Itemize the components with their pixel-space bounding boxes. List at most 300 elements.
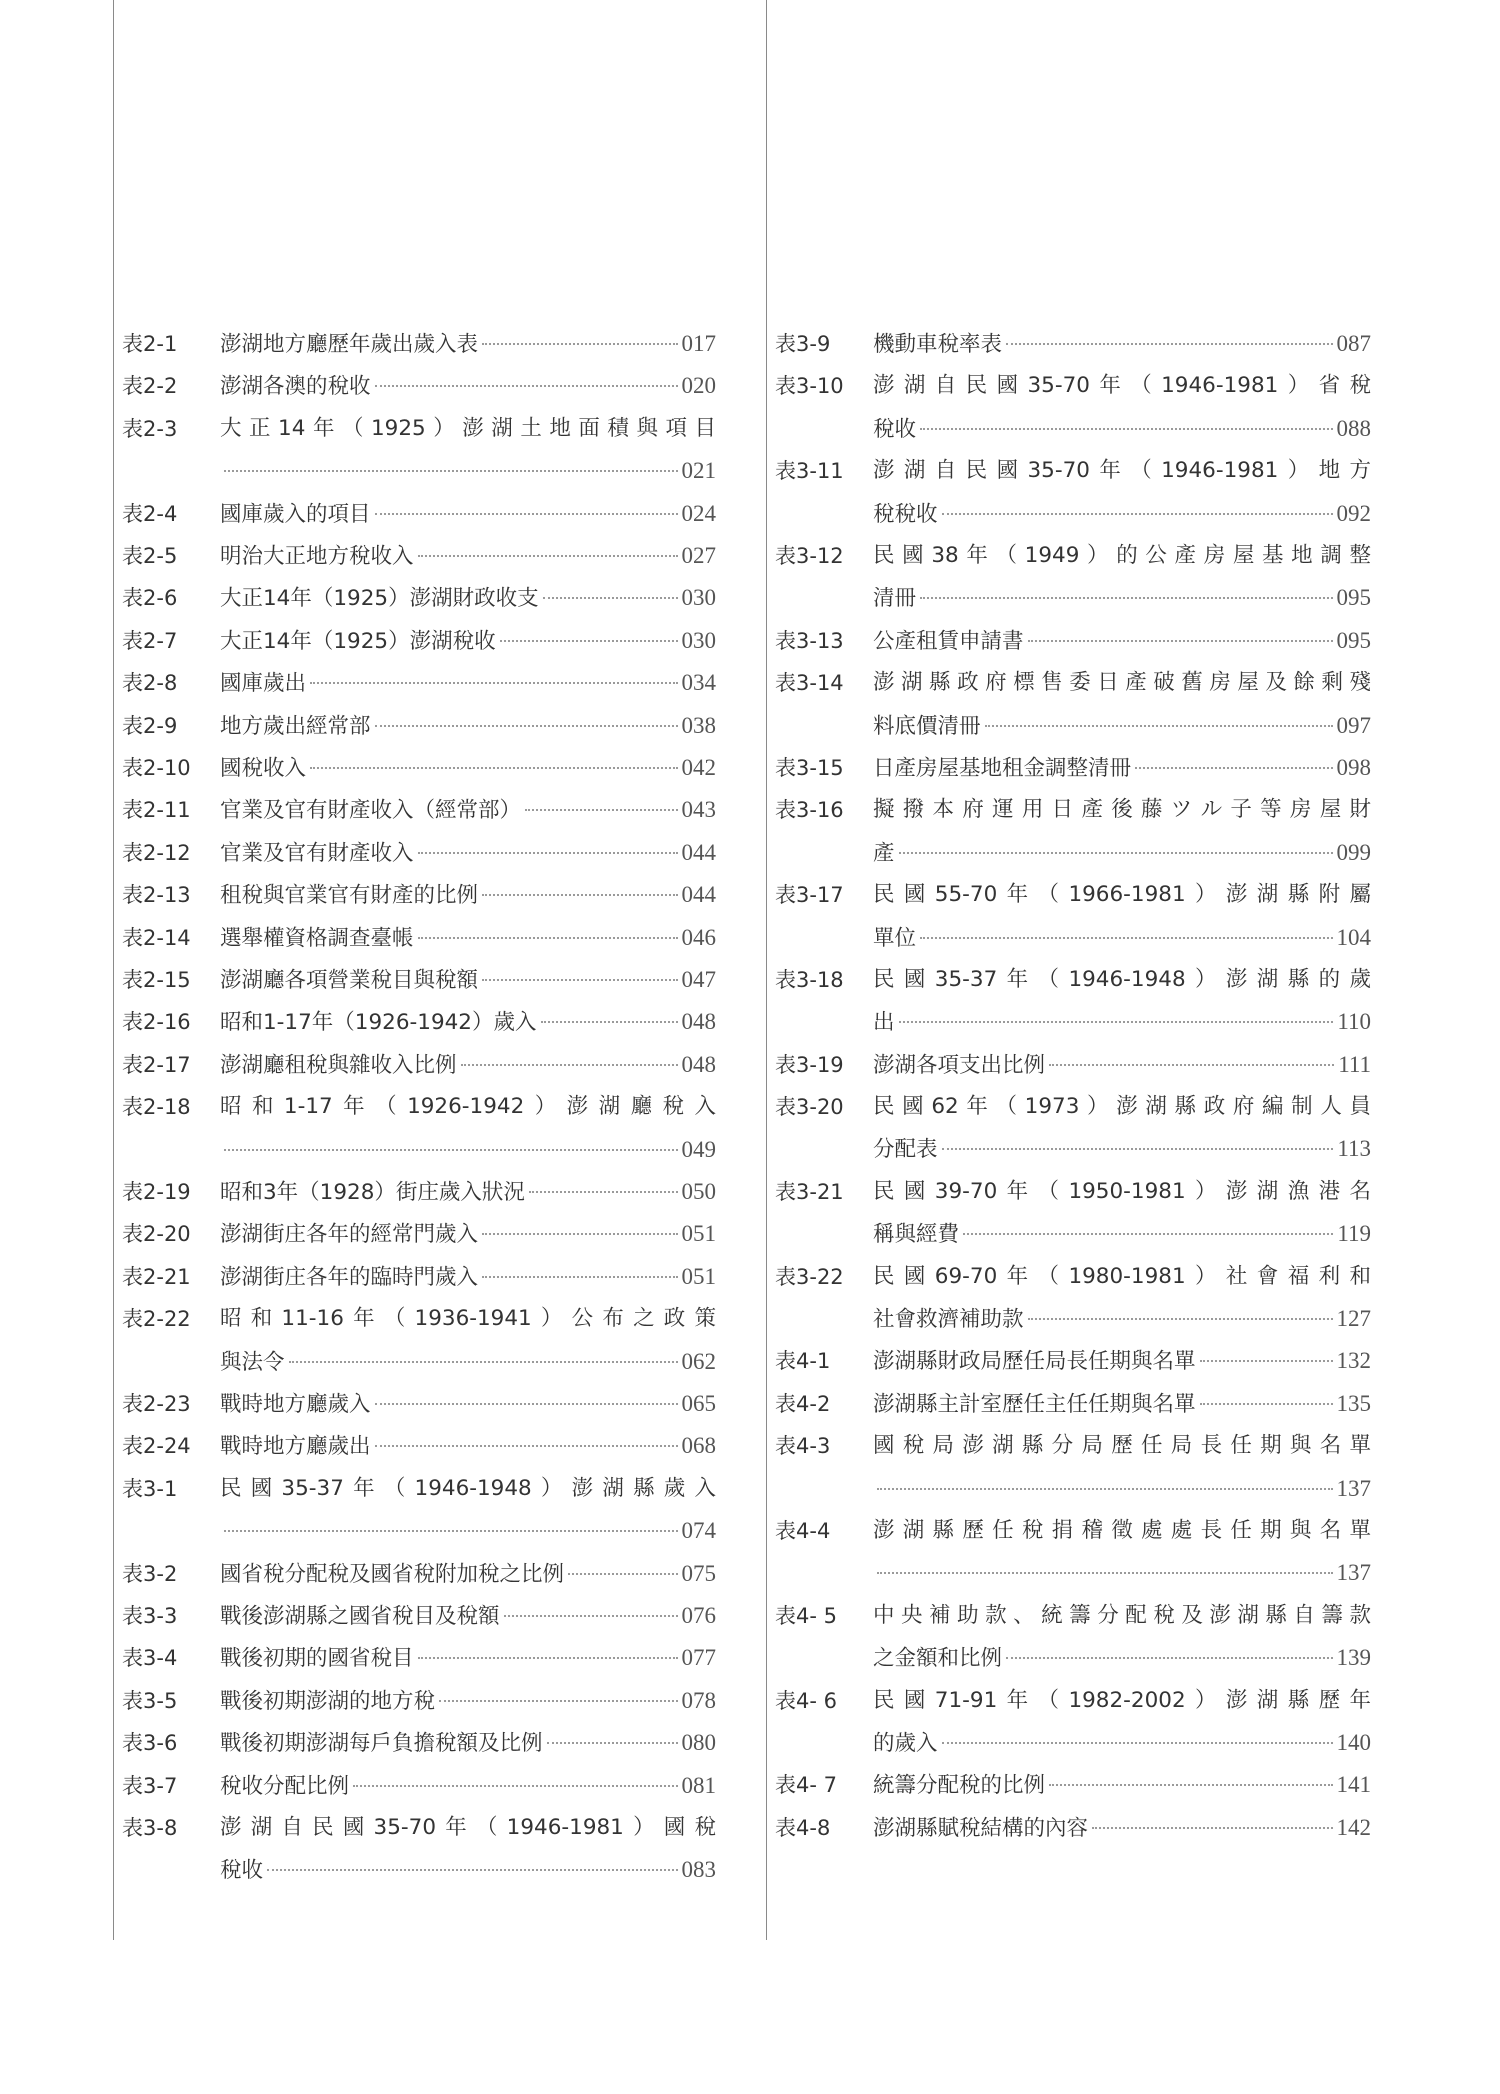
page-number[interactable]: 049 bbox=[681, 1136, 716, 1162]
page-number[interactable]: 080 bbox=[681, 1730, 716, 1756]
page-number[interactable]: 051 bbox=[681, 1263, 716, 1289]
entry-title-line bbox=[220, 832, 716, 874]
entry-body bbox=[220, 493, 716, 535]
toc-entry[interactable] bbox=[122, 1425, 716, 1467]
page-number[interactable]: 137 bbox=[1336, 1475, 1371, 1501]
toc-entry[interactable] bbox=[775, 365, 1371, 450]
page-number[interactable]: 068 bbox=[681, 1433, 716, 1459]
leader-dots bbox=[224, 1149, 678, 1151]
table-number: 表2-18 bbox=[122, 1095, 191, 1120]
page-number[interactable]: 104 bbox=[1336, 924, 1371, 950]
entry-title-line bbox=[220, 323, 716, 365]
toc-entry[interactable] bbox=[122, 1595, 716, 1637]
entry-title: 官業及官有財產收入 bbox=[220, 840, 414, 866]
leader-dots bbox=[877, 1488, 1333, 1490]
entry-title-line bbox=[220, 1001, 716, 1043]
entry-title: 國庫歲入的項目 bbox=[220, 501, 371, 527]
page-number[interactable]: 024 bbox=[681, 500, 716, 526]
toc-entry[interactable] bbox=[775, 1383, 1371, 1425]
page-number[interactable]: 127 bbox=[1336, 1306, 1371, 1332]
toc-entry[interactable] bbox=[122, 1086, 716, 1171]
page-number[interactable]: 077 bbox=[681, 1645, 716, 1671]
page-number[interactable]: 110 bbox=[1337, 1009, 1371, 1035]
entry-title: 澎湖自民國35-70年（1946-1981）地方 bbox=[873, 458, 1371, 484]
table-number: 表4- 6 bbox=[775, 1688, 837, 1713]
entry-title: 公產租賃申請書 bbox=[873, 628, 1024, 654]
leader-dots bbox=[375, 385, 678, 387]
entry-title: 分配表 bbox=[873, 1137, 938, 1163]
page-number[interactable]: 034 bbox=[681, 670, 716, 696]
toc-entry[interactable] bbox=[122, 662, 716, 704]
entry-title-line bbox=[873, 1680, 1371, 1722]
leader-dots bbox=[482, 343, 677, 345]
entry-title: 官業及官有財產收入（經常部） bbox=[220, 798, 522, 824]
entry-title: 國稅局澎湖縣分局歷任局長任期與名單 bbox=[873, 1433, 1371, 1459]
toc-entry[interactable] bbox=[122, 1044, 716, 1086]
entry-body bbox=[873, 1510, 1371, 1595]
page-number[interactable]: 083 bbox=[681, 1857, 716, 1883]
page-number[interactable]: 062 bbox=[681, 1348, 716, 1374]
table-number: 表2-3 bbox=[122, 416, 178, 441]
toc-entry[interactable] bbox=[122, 1765, 716, 1807]
entry-body bbox=[873, 620, 1371, 662]
entry-title-line bbox=[873, 450, 1371, 492]
table-number: 表2-5 bbox=[122, 544, 178, 568]
table-number: 表2-14 bbox=[122, 925, 191, 950]
toc-entry[interactable] bbox=[775, 662, 1371, 747]
page-number[interactable]: 038 bbox=[681, 712, 716, 738]
leader-dots bbox=[529, 1191, 678, 1193]
table-number: 表2-13 bbox=[122, 883, 191, 908]
entry-title: 明治大正地方稅收入 bbox=[220, 544, 414, 569]
entry-body bbox=[220, 662, 716, 704]
table-number: 表2-19 bbox=[122, 1180, 191, 1205]
page-number[interactable]: 065 bbox=[681, 1391, 716, 1417]
entry-title: 澎湖自民國35-70年（1946-1981）省稅 bbox=[873, 373, 1371, 399]
entry-body bbox=[220, 832, 716, 874]
entry-title-line bbox=[873, 1001, 1371, 1043]
table-number: 表4-3 bbox=[775, 1434, 831, 1459]
leader-dots bbox=[353, 1785, 677, 1787]
table-number: 表3-20 bbox=[775, 1095, 844, 1120]
entry-body bbox=[220, 1086, 716, 1171]
toc-column-left bbox=[122, 323, 716, 1892]
entry-title-line bbox=[873, 1171, 1371, 1213]
entry-title-line bbox=[873, 408, 1371, 450]
leader-dots bbox=[500, 640, 678, 642]
entry-title: 稅收分配比例 bbox=[220, 1773, 350, 1799]
entry-title: 澎湖各項支出比例 bbox=[873, 1052, 1046, 1078]
leader-dots bbox=[942, 513, 1333, 515]
entry-title-line bbox=[220, 662, 716, 704]
leader-dots bbox=[920, 597, 1332, 599]
table-number: 表3-3 bbox=[122, 1604, 178, 1629]
toc-entry[interactable] bbox=[775, 1510, 1371, 1595]
entry-body bbox=[873, 1595, 1371, 1680]
leader-dots bbox=[375, 1445, 678, 1447]
entry-title: 國省稅分配稅及國省稅附加稅之比例 bbox=[220, 1561, 565, 1587]
entry-title-line bbox=[873, 1510, 1371, 1552]
table-number: 表3-13 bbox=[775, 628, 844, 653]
entry-body bbox=[220, 1637, 716, 1679]
entry-title-line bbox=[220, 789, 716, 831]
page-number[interactable]: 027 bbox=[681, 543, 716, 568]
toc-entry[interactable] bbox=[122, 1298, 716, 1383]
entry-title: 戰時地方廳歲入 bbox=[220, 1392, 371, 1418]
toc-entry[interactable] bbox=[775, 1764, 1371, 1806]
toc-entry[interactable] bbox=[775, 323, 1371, 365]
page-number[interactable]: 098 bbox=[1336, 754, 1371, 780]
page-number[interactable]: 044 bbox=[681, 839, 716, 865]
entry-title: 大正14年（1925）澎湖財政收支 bbox=[220, 586, 539, 612]
leader-dots bbox=[418, 555, 678, 557]
page-number[interactable]: 081 bbox=[681, 1772, 716, 1798]
entry-body bbox=[220, 1765, 716, 1807]
entry-title: 稅收 bbox=[220, 1858, 264, 1884]
page-number[interactable]: 048 bbox=[681, 1051, 716, 1077]
entry-body bbox=[873, 1807, 1371, 1849]
entry-title: 昭和1-17年（1926-1942）澎湖廳稅入 bbox=[220, 1094, 716, 1120]
toc-entry[interactable] bbox=[775, 1256, 1371, 1341]
leader-dots bbox=[289, 1361, 678, 1363]
toc-entry[interactable] bbox=[122, 747, 716, 789]
entry-body bbox=[873, 450, 1371, 535]
page-number[interactable]: 099 bbox=[1336, 839, 1371, 865]
page-number[interactable]: 020 bbox=[681, 373, 716, 399]
entry-title-line bbox=[873, 1128, 1371, 1170]
entry-body bbox=[873, 535, 1371, 620]
table-number: 表3-6 bbox=[122, 1731, 178, 1756]
table-number: 表4-4 bbox=[775, 1519, 831, 1544]
leader-dots bbox=[1092, 1827, 1332, 1829]
entry-title: 單位 bbox=[873, 925, 917, 951]
entry-title: 產 bbox=[873, 840, 895, 866]
toc-entry[interactable] bbox=[775, 1340, 1371, 1382]
toc-entry[interactable] bbox=[122, 1553, 716, 1595]
page-number[interactable]: 017 bbox=[681, 331, 716, 356]
page-number[interactable]: 044 bbox=[681, 882, 716, 908]
page-number[interactable]: 046 bbox=[681, 924, 716, 950]
entry-title-line bbox=[220, 1468, 716, 1510]
entry-title: 之金額和比例 bbox=[873, 1646, 1003, 1672]
entry-title: 民國71-91年（1982-2002）澎湖縣歷年 bbox=[873, 1687, 1371, 1713]
toc-entry[interactable] bbox=[775, 1425, 1371, 1510]
page-number[interactable]: 030 bbox=[681, 585, 716, 611]
entry-title-line bbox=[220, 365, 716, 407]
entry-title-line bbox=[873, 1213, 1371, 1255]
table-number: 表3-11 bbox=[775, 459, 844, 484]
entry-body bbox=[873, 1425, 1371, 1510]
entry-title: 戰後初期澎湖的地方稅 bbox=[220, 1688, 436, 1714]
entry-body bbox=[873, 1340, 1371, 1382]
toc-entry[interactable] bbox=[122, 493, 716, 535]
entry-body bbox=[220, 1553, 716, 1595]
page-number[interactable]: 087 bbox=[1336, 331, 1371, 356]
page-number[interactable]: 135 bbox=[1336, 1390, 1371, 1416]
leader-dots bbox=[1135, 767, 1332, 769]
entry-title: 大正14年（1925）澎湖土地面積與項目 bbox=[220, 415, 716, 441]
toc-entry[interactable] bbox=[122, 577, 716, 619]
entry-title: 昭和1-17年（1926-1942）歲入 bbox=[220, 1010, 537, 1036]
entry-title-line bbox=[220, 1849, 716, 1891]
toc-entry[interactable] bbox=[775, 1595, 1371, 1680]
entry-title: 清冊 bbox=[873, 586, 917, 612]
table-number: 表2-21 bbox=[122, 1264, 191, 1289]
leader-dots bbox=[482, 979, 677, 981]
entry-title-line bbox=[873, 917, 1371, 959]
leader-dots bbox=[375, 725, 678, 727]
leader-dots bbox=[224, 1530, 678, 1532]
toc-entry[interactable] bbox=[775, 874, 1371, 959]
entry-title: 澎湖縣歷任稅捐稽徵處處長任期與名單 bbox=[873, 1518, 1371, 1544]
page-number[interactable]: 042 bbox=[681, 755, 716, 781]
entry-title: 民國35-37年（1946-1948）澎湖縣的歲 bbox=[873, 966, 1371, 992]
entry-title: 民國55-70年（1966-1981）澎湖縣附屬 bbox=[873, 882, 1371, 908]
toc-entry[interactable] bbox=[122, 959, 716, 1001]
entry-title: 選舉權資格調查臺帳 bbox=[220, 925, 414, 951]
toc-entry[interactable] bbox=[775, 450, 1371, 535]
page-number[interactable]: 076 bbox=[681, 1603, 716, 1629]
table-number: 表2-22 bbox=[122, 1307, 191, 1332]
entry-title-line bbox=[220, 1425, 716, 1467]
page-number[interactable]: 095 bbox=[1336, 585, 1371, 611]
leader-dots bbox=[942, 1148, 1334, 1150]
entry-title: 澎湖各澳的稅收 bbox=[220, 374, 371, 400]
entry-body bbox=[220, 959, 716, 1001]
entry-title-line bbox=[220, 1298, 716, 1340]
leader-dots bbox=[461, 1064, 678, 1066]
entry-body bbox=[220, 789, 716, 831]
entry-title-line bbox=[873, 1086, 1371, 1128]
toc-entry[interactable] bbox=[122, 1001, 716, 1043]
page-number[interactable]: 142 bbox=[1336, 1814, 1371, 1840]
toc-entry[interactable] bbox=[775, 535, 1371, 620]
toc-entry[interactable] bbox=[122, 1722, 716, 1764]
entry-title-line bbox=[873, 493, 1371, 535]
entry-title: 社會救濟補助款 bbox=[873, 1307, 1024, 1333]
toc-entry[interactable] bbox=[775, 620, 1371, 662]
entry-title: 出 bbox=[873, 1010, 895, 1036]
page-number[interactable]: 137 bbox=[1336, 1560, 1371, 1586]
toc-entry[interactable] bbox=[122, 1468, 716, 1553]
entry-body bbox=[873, 1044, 1371, 1086]
toc-entry[interactable] bbox=[122, 1637, 716, 1679]
page-number[interactable]: 078 bbox=[681, 1687, 716, 1713]
entry-title: 戰後初期的國省稅目 bbox=[220, 1646, 414, 1672]
toc-entry[interactable] bbox=[122, 365, 716, 407]
toc-entry[interactable] bbox=[122, 1680, 716, 1722]
entry-title-line bbox=[873, 1595, 1371, 1637]
entry-title-line bbox=[220, 1086, 716, 1128]
entry-title-line bbox=[873, 535, 1371, 577]
entry-body bbox=[220, 1298, 716, 1383]
entry-title: 統籌分配稅的比例 bbox=[873, 1773, 1046, 1799]
page-number[interactable]: 021 bbox=[681, 458, 716, 484]
entry-body bbox=[873, 1256, 1371, 1341]
page-number[interactable]: 051 bbox=[681, 1221, 716, 1247]
entry-title-line bbox=[220, 1765, 716, 1807]
leader-dots bbox=[1049, 1064, 1334, 1066]
page-number[interactable]: 050 bbox=[681, 1179, 716, 1205]
page-number[interactable]: 043 bbox=[681, 797, 716, 823]
entry-body bbox=[873, 874, 1371, 959]
entry-title: 昭和11-16年（1936-1941）公布之政策 bbox=[220, 1306, 716, 1332]
page-number[interactable]: 095 bbox=[1336, 627, 1371, 653]
entry-body bbox=[873, 1171, 1371, 1256]
entry-title-line bbox=[873, 1764, 1371, 1806]
leader-dots bbox=[482, 894, 677, 896]
toc-entry[interactable] bbox=[775, 959, 1371, 1044]
toc-entry[interactable] bbox=[122, 705, 716, 747]
entry-title-line bbox=[220, 1129, 716, 1171]
leader-dots bbox=[1006, 1657, 1332, 1659]
entry-body bbox=[220, 1256, 716, 1298]
leader-dots bbox=[224, 470, 678, 472]
toc-entry[interactable] bbox=[122, 408, 716, 493]
leader-dots bbox=[1006, 343, 1332, 345]
entry-title-line bbox=[220, 493, 716, 535]
page-number[interactable]: 141 bbox=[1336, 1772, 1371, 1798]
entry-title: 戰後澎湖縣之國省稅目及稅額 bbox=[220, 1604, 500, 1630]
toc-entry[interactable] bbox=[775, 789, 1371, 874]
entry-title: 澎湖地方廳歷年歲出歲入表 bbox=[220, 332, 479, 357]
page-number[interactable]: 030 bbox=[681, 627, 716, 653]
leader-dots bbox=[1200, 1403, 1333, 1405]
page-number[interactable]: 047 bbox=[681, 967, 716, 993]
toc-entry[interactable] bbox=[775, 1171, 1371, 1256]
toc-entry[interactable] bbox=[122, 1383, 716, 1425]
entry-title-line bbox=[220, 1553, 716, 1595]
toc-entry[interactable] bbox=[122, 323, 716, 365]
table-number: 表4- 5 bbox=[775, 1603, 837, 1628]
page-number[interactable]: 132 bbox=[1336, 1348, 1371, 1374]
entry-title-line bbox=[220, 1341, 716, 1383]
entry-title-line bbox=[873, 577, 1371, 619]
entry-title: 擬撥本府運用日產後藤ツル子等房屋財 bbox=[873, 797, 1371, 823]
page-number[interactable]: 140 bbox=[1336, 1729, 1371, 1755]
page-number[interactable]: 139 bbox=[1336, 1645, 1371, 1671]
toc-entry[interactable] bbox=[122, 917, 716, 959]
toc-entry[interactable] bbox=[122, 789, 716, 831]
toc-entry[interactable] bbox=[122, 1213, 716, 1255]
entry-title-line bbox=[873, 1552, 1371, 1594]
page-number[interactable]: 048 bbox=[681, 1009, 716, 1035]
toc-entry[interactable] bbox=[775, 1086, 1371, 1171]
entry-body bbox=[220, 917, 716, 959]
column-divider-rule bbox=[766, 0, 767, 1940]
entry-body bbox=[873, 1764, 1371, 1806]
toc-entry[interactable] bbox=[122, 535, 716, 577]
toc-entry[interactable] bbox=[775, 747, 1371, 789]
entry-title-line bbox=[220, 1637, 716, 1679]
entry-title-line bbox=[220, 917, 716, 959]
leader-dots bbox=[504, 1615, 678, 1617]
table-number: 表2-20 bbox=[122, 1222, 191, 1247]
entry-title: 民國69-70年（1980-1981）社會福利和 bbox=[873, 1263, 1371, 1289]
toc-entry[interactable] bbox=[775, 1044, 1371, 1086]
entry-title: 澎湖街庄各年的經常門歲入 bbox=[220, 1222, 479, 1248]
entry-title: 民國39-70年（1950-1981）澎湖漁港名 bbox=[873, 1178, 1371, 1204]
leader-dots bbox=[942, 1742, 1333, 1744]
entry-body bbox=[220, 874, 716, 916]
entry-title-line bbox=[220, 1383, 716, 1425]
entry-title: 澎湖縣主計室歷任主任任期與名單 bbox=[873, 1391, 1196, 1417]
table-number: 表2-17 bbox=[122, 1052, 191, 1077]
table-number: 表2-8 bbox=[122, 671, 178, 696]
entry-title-line bbox=[220, 747, 716, 789]
leader-dots bbox=[1028, 1318, 1333, 1320]
table-number: 表3-15 bbox=[775, 755, 844, 780]
entry-title: 稅稅收 bbox=[873, 501, 938, 527]
toc-entry[interactable] bbox=[122, 1807, 716, 1892]
entry-body bbox=[220, 535, 716, 577]
entry-body bbox=[220, 1213, 716, 1255]
entry-title-line bbox=[873, 365, 1371, 407]
entry-title-line bbox=[220, 1171, 716, 1213]
entry-title-line bbox=[220, 874, 716, 916]
toc-entry[interactable] bbox=[775, 1680, 1371, 1765]
page-number[interactable]: 075 bbox=[681, 1560, 716, 1586]
entry-title-line bbox=[220, 959, 716, 1001]
leader-dots bbox=[899, 1021, 1334, 1023]
toc-entry[interactable] bbox=[122, 1171, 716, 1213]
entry-title: 日產房屋基地租金調整清冊 bbox=[873, 755, 1132, 781]
entry-body bbox=[873, 1680, 1371, 1765]
leader-dots bbox=[418, 937, 678, 939]
table-number: 表4-2 bbox=[775, 1391, 831, 1416]
entry-body bbox=[873, 1086, 1371, 1171]
toc-entry[interactable] bbox=[775, 1807, 1371, 1849]
leader-dots bbox=[877, 1572, 1333, 1574]
entry-title: 澎湖縣政府標售委日產破舊房屋及餘剩殘 bbox=[873, 670, 1371, 696]
toc-entry[interactable] bbox=[122, 874, 716, 916]
page-number[interactable]: 088 bbox=[1336, 415, 1371, 441]
entry-title: 國稅收入 bbox=[220, 756, 307, 782]
page-number[interactable]: 074 bbox=[681, 1518, 716, 1544]
page-number[interactable]: 097 bbox=[1336, 712, 1371, 738]
entry-body bbox=[220, 1383, 716, 1425]
entry-body bbox=[873, 662, 1371, 747]
entry-title: 澎湖自民國35-70年（1946-1981）國稅 bbox=[220, 1815, 716, 1841]
entry-title-line bbox=[873, 1044, 1371, 1086]
table-number: 表3-2 bbox=[122, 1561, 178, 1586]
page-number[interactable]: 111 bbox=[1338, 1051, 1371, 1077]
entry-title: 澎湖廳租稅與雜收入比例 bbox=[220, 1052, 457, 1078]
table-number: 表3-9 bbox=[775, 332, 831, 356]
entry-title: 地方歲出經常部 bbox=[220, 713, 371, 739]
leader-dots bbox=[920, 937, 1332, 939]
table-number: 表3-17 bbox=[775, 883, 844, 908]
toc-entry[interactable] bbox=[122, 832, 716, 874]
table-number: 表2-16 bbox=[122, 1010, 191, 1035]
leader-dots bbox=[482, 1233, 677, 1235]
toc-entry[interactable] bbox=[122, 1256, 716, 1298]
entry-title-line bbox=[873, 1298, 1371, 1340]
table-number: 表2-10 bbox=[122, 756, 191, 781]
page-number[interactable]: 119 bbox=[1337, 1221, 1371, 1247]
table-number: 表3-14 bbox=[775, 671, 844, 696]
table-number: 表4-1 bbox=[775, 1349, 831, 1374]
toc-entry[interactable] bbox=[122, 620, 716, 662]
entry-title: 民國35-37年（1946-1948）澎湖縣歲入 bbox=[220, 1475, 716, 1501]
entry-title: 澎湖街庄各年的臨時門歲入 bbox=[220, 1264, 479, 1290]
entry-body bbox=[873, 747, 1371, 789]
entry-body bbox=[220, 747, 716, 789]
entry-title: 民國62年（1973）澎湖縣政府編制人員 bbox=[873, 1094, 1371, 1120]
leader-dots bbox=[418, 852, 678, 854]
page-number[interactable]: 092 bbox=[1336, 500, 1371, 526]
page-number[interactable]: 113 bbox=[1337, 1136, 1371, 1162]
